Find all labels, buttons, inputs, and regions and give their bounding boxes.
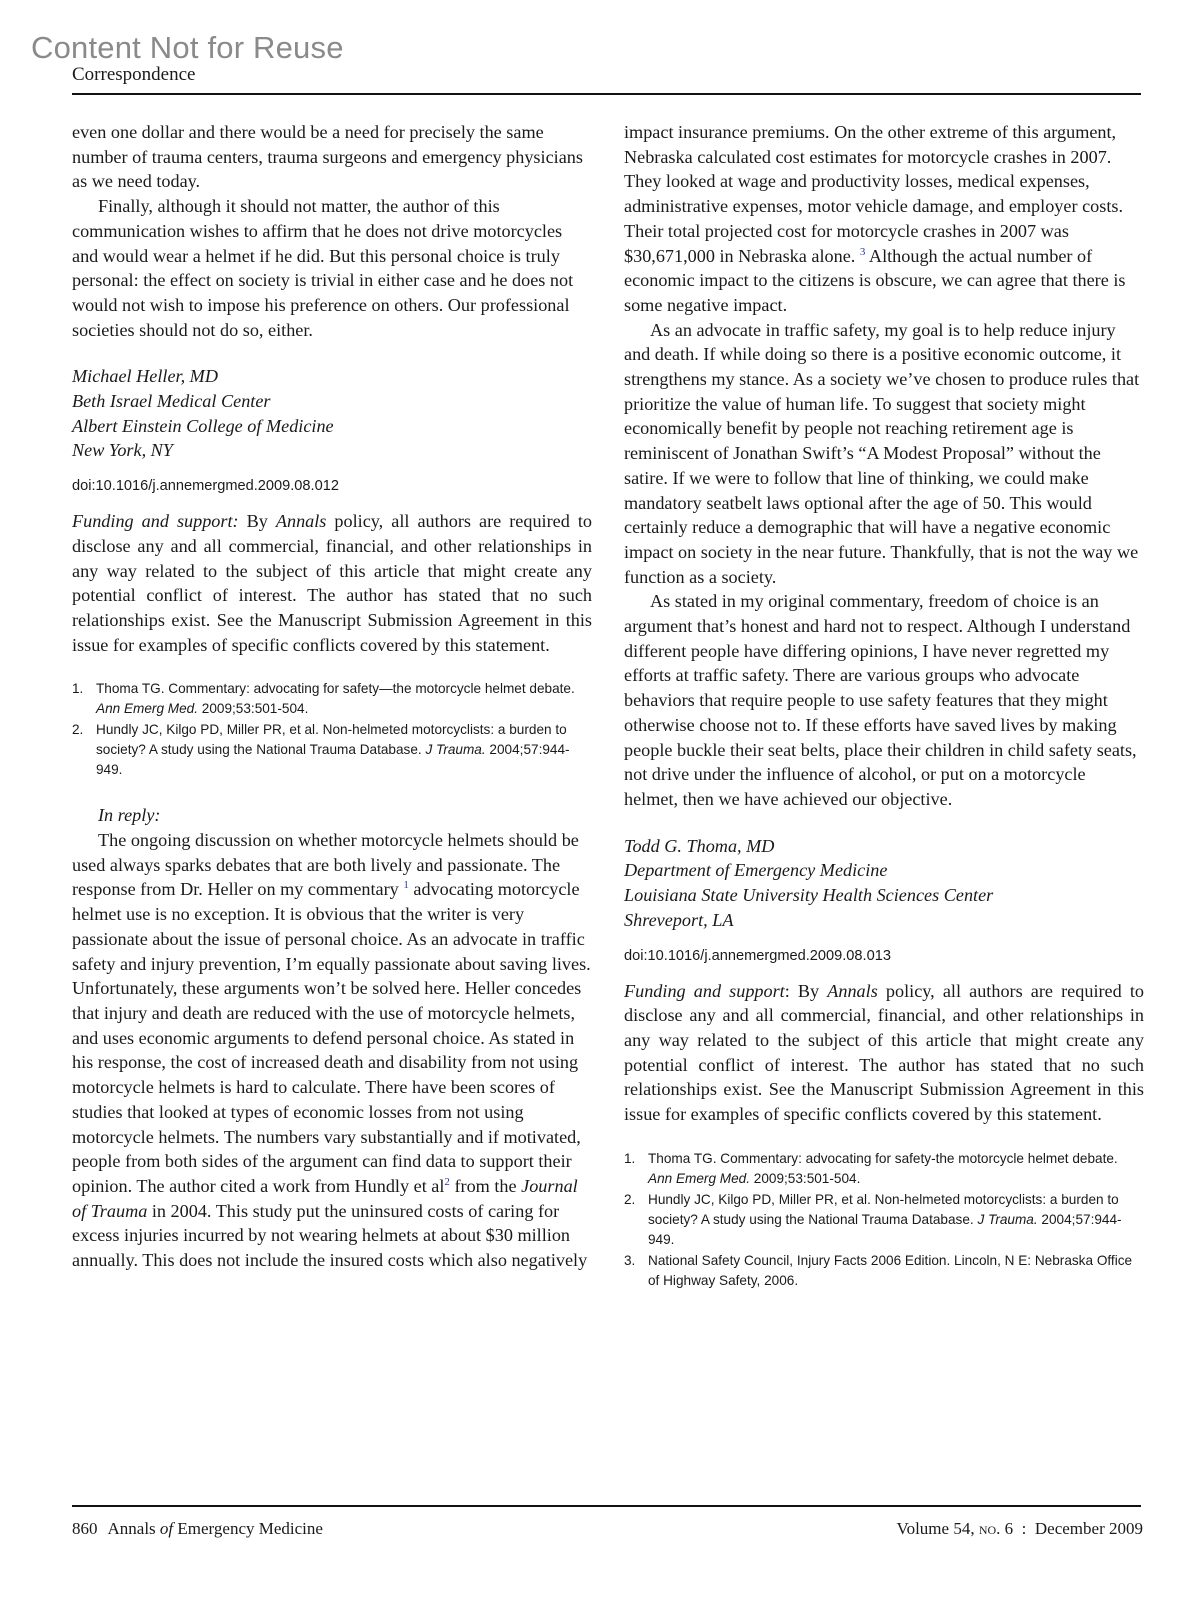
author-location: New York, NY — [72, 440, 173, 461]
reference-number: 1. — [624, 1150, 636, 1166]
paragraph — [72, 828, 592, 1273]
watermark: Content Not for Reuse — [31, 30, 344, 65]
author-name: Michael Heller, MD — [72, 366, 218, 387]
paragraph — [624, 120, 1144, 318]
section-heading: Correspondence — [72, 64, 196, 85]
funding-text: : By — [784, 980, 828, 1001]
paragraph-text: impact insurance premiums. On the other extreme of this argument, Nebraska calculated cost estimates for motorcycle crashes in 2007. They looked at wage and productivity losses, medical expenses, administrative expenses, motor vehicle damage, and employer costs. Their total projected cost for motorcycle crashes in 2007 was $30,671,000 in Nebraska alone. — [624, 122, 1123, 266]
reference-citation: Thoma TG. Commentary: advocating for safety—the motorcycle helmet debate. — [96, 681, 575, 697]
paragraph-text: Although the actual number of economic impact to the citizens is obscure, we can agree that there is some negative impact. — [624, 245, 1126, 315]
journal-name: Annals — [275, 511, 327, 532]
reference-pages: 2009;53:501-504. — [750, 1170, 861, 1186]
reference-number: 2. — [72, 722, 84, 738]
author-signature — [624, 834, 1144, 933]
funding-text: policy, all authors are required to disclose any and all commercial, financial, and other relationships in any way related to the subject of this article that might create any potential conflict of interest. The author has stated that no such relationships exist. See the Manuscript Submission Agreement in this issue for examples of specific conflicts covered by this statement. — [624, 980, 1144, 1125]
journal-title-part: of — [159, 1519, 174, 1538]
reference-number: 1. — [72, 681, 84, 697]
funding-text: By — [238, 511, 276, 532]
reference-citation: Hundly JC, Kilgo PD, Miller PR, et al. Non-helmeted motorcyclists: a burden to society? A study using the National Trauma Database. — [96, 722, 567, 758]
doi-link[interactable]: doi:10.1016/j.annemergmed.2009.08.012 — [72, 478, 339, 495]
reference-item — [624, 1149, 1144, 1189]
reference-citation: Hundly JC, Kilgo PD, Miller PR, et al. Non-helmeted motorcyclists: a burden to society? A study using the National Trauma Database. — [648, 1191, 1119, 1227]
reference-journal: J Trauma. — [977, 1211, 1038, 1227]
paragraph: As an advocate in traffic safety, my goal is to help reduce injury and death. If while doing so there is a positive economic outcome, it strengthens my stance. As a society we’ve chosen to produce rules that prioritize the value of human life. To suggest that society might economically benefit by people not reaching retirement age is reminiscent of Jonathan Swift’s “A Modest Proposal” without the satire. If we were to follow that line of thinking, we could make mandatory seatbelt laws optional after the age of 50. This would certainly reduce a demographic that will have a negative economic impact on society in the near future. Thankfully, that is not the way we function as a society. — [624, 319, 1140, 587]
reference-citation: National Safety Council, Injury Facts 2006 Edition. Lincoln, N E: Nebraska Office of Highway Safety, 2006. — [648, 1252, 1133, 1288]
author-name: Todd G. Thoma, MD — [624, 835, 775, 856]
volume-label: Volume 54, — [896, 1519, 979, 1538]
paragraph: even one dollar and there would be a need for precisely the same number of trauma centers, trauma surgeons and emergency physicians as we need today. — [72, 122, 583, 192]
reference-journal: J Trauma. — [425, 742, 486, 758]
doi-link[interactable]: doi:10.1016/j.annemergmed.2009.08.013 — [624, 947, 891, 964]
reference-number: 3. — [624, 1252, 636, 1268]
issue-date: 6 : December 2009 — [1000, 1519, 1143, 1538]
paragraph: Finally, although it should not matter, the author of this communication wishes to affirm that he does not drive motorcycles and would wear a helmet if he did. But this personal choice is truly personal: the effect on society is trivial in either case and he does not would not wish to impose his preference on others. Our professional societies should not do so, either. — [72, 196, 574, 340]
issue-label: no. — [978, 1519, 1001, 1538]
citation-link[interactable]: 2 — [444, 1175, 450, 1188]
reference-journal: Ann Emerg Med. — [96, 701, 198, 717]
paragraph-text: from the — [449, 1175, 522, 1196]
reference-citation: Thoma TG. Commentary: advocating for safety-the motorcycle helmet debate. — [648, 1150, 1118, 1166]
reference-text — [648, 1149, 1144, 1189]
reference-text — [648, 1190, 1144, 1250]
reference-item — [72, 720, 592, 780]
journal-title-part: Annals — [107, 1519, 160, 1538]
reference-text — [96, 720, 592, 780]
citation-link[interactable]: 1 — [403, 879, 409, 892]
paragraph: As stated in my original commentary, freedom of choice is an argument that’s honest and hard not to respect. Although I understand different people have differing opinions, I have never regretted my efforts at traffic safety. There are various groups who advocate behaviors that require people to use safety features that they might otherwise choose not to. If these efforts have saved lives by making people buckle their seat belts, place their children in child safety seats, not drive under the influence of alcohol, or put on a motorcycle helmet, then we have achieved our objective. — [624, 591, 1137, 809]
paragraph-text: in 2004. This study put the uninsured costs of caring for excess injuries incurred by not wearing helmets at about $30 million annually. This does not include the insured costs which also negatively — [72, 1200, 588, 1271]
reference-item — [624, 1190, 1144, 1250]
right-column — [624, 120, 1144, 1292]
funding-label: Funding and support — [624, 980, 785, 1001]
author-signature — [72, 364, 592, 463]
funding-statement — [72, 509, 592, 657]
reference-text — [96, 679, 592, 719]
journal-name: Journal of Trauma — [72, 1175, 578, 1221]
author-affiliation: Albert Einstein College of Medicine — [72, 415, 334, 436]
left-column — [72, 120, 592, 1273]
reference-journal: Ann Emerg Med. — [648, 1170, 750, 1186]
funding-label: Funding and support: — [72, 511, 239, 532]
paragraph-text: The ongoing discussion on whether motorcycle helmets should be used always sparks debates that are both lively and passionate. The response from Dr. Heller on my commentary — [72, 830, 579, 900]
footer-issue — [897, 1519, 1144, 1539]
reference-item — [624, 1251, 1144, 1291]
funding-statement — [624, 979, 1144, 1127]
reference-number: 2. — [624, 1191, 636, 1207]
reply-heading: In reply: — [98, 805, 161, 826]
footer-journal — [72, 1519, 323, 1539]
journal-name: Annals — [827, 980, 878, 1001]
funding-text: policy, all authors are required to disclose any and all commercial, financial, and other relationships in any way related to the subject of this article that might create any potential conflict of interest. The author has stated that no such relationships exist. See the Manuscript Submission Agreement in this issue for examples of specific conflicts covered by this statement. — [72, 511, 592, 655]
page-number: 860 — [72, 1519, 98, 1538]
author-affiliation: Louisiana State University Health Sciences Center — [624, 885, 994, 906]
author-affiliation: Beth Israel Medical Center — [72, 391, 271, 412]
reference-item — [72, 679, 592, 719]
reference-pages: 2009;53:501-504. — [198, 701, 309, 717]
footer-rule — [72, 1505, 1141, 1507]
journal-title — [108, 1519, 323, 1538]
reference-pages: 2004;57:944-949. — [648, 1211, 1122, 1247]
reference-list — [72, 679, 592, 780]
reference-list — [624, 1149, 1144, 1291]
reference-pages: 2004;57:944-949. — [96, 742, 570, 778]
paragraph-text: advocating motorcycle helmet use is no exception. It is obvious that the writer is very passionate about the issue of personal choice. As an advocate in traffic safety and injury prevention, I’m equally passionate about saving lives. Unfortunately, these arguments won’t be solved here. Heller concedes that injury and death are reduced with the use of motorcycle helmets, and uses economic arguments to defend personal choice. As stated in his response, the cost of increased death and disability from not using motorcycle helmets is hard to calculate. There have been scores of studies that looked at types of economic losses from not using motorcycle helmets. The numbers vary substantially and if motivated, people from both sides of the argument can find data to support their opinion. The author cited a work from Hundly et al — [72, 879, 591, 1196]
journal-title-part: Emergency Medicine — [173, 1519, 323, 1538]
author-location: Shreveport, LA — [624, 909, 734, 930]
author-affiliation: Department of Emergency Medicine — [624, 860, 888, 881]
reference-text — [648, 1251, 1144, 1291]
citation-link[interactable]: 3 — [859, 245, 866, 258]
header-rule — [72, 93, 1141, 95]
